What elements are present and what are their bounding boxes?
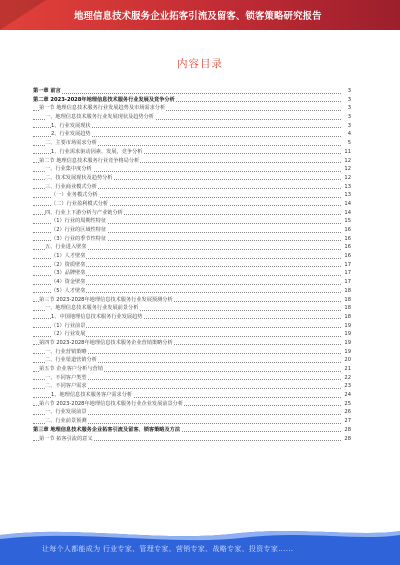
toc-page-number: 18 (341, 296, 351, 305)
toc-page-number: 19 (341, 348, 351, 357)
toc-page-number: 21 (341, 365, 351, 374)
toc-entry[interactable] (33, 183, 351, 192)
toc-page-number: 4 (341, 130, 351, 139)
toc-page-number: 18 (341, 304, 351, 313)
toc-page-number: 19 (341, 322, 351, 331)
toc-page-number: 13 (341, 183, 351, 192)
footer-slogan: 让每个人都能成为 行业专家、管理专家、营销专家、战略专家、投资专家...... (42, 545, 294, 553)
toc-page-number: 14 (341, 200, 351, 209)
toc-page-number: 16 (341, 226, 351, 235)
page-header (0, 0, 400, 30)
toc-page-number: 12 (341, 174, 351, 183)
toc-page-number: 3 (341, 122, 351, 131)
toc-page-number: 16 (341, 243, 351, 252)
toc-entry-label: （二）行业盈利模式分析 (51, 200, 109, 207)
toc-entry[interactable] (33, 356, 351, 365)
toc-page-number: 18 (341, 287, 351, 296)
toc-entry-label: 第二节 地理信息技术服务行业竞争格局分析 (39, 157, 140, 164)
toc-entry-label: （2）行业的区域性特征 (51, 227, 107, 233)
toc-entry-label: 第四节 2023-2028年地理信息技术服务企业营销策略分析 (39, 339, 173, 346)
toc-entry-label: 五、行业进入壁垒 (45, 244, 87, 251)
toc-page-number: 14 (341, 209, 351, 218)
toc-heading: 内容目录 (177, 58, 223, 70)
toc-entry[interactable] (33, 209, 351, 218)
toc-page-number: 19 (341, 330, 351, 339)
toc-entry-label: （1）行业的周期性特征 (51, 218, 107, 225)
toc-entry-label: 第二章 2023-2028年地理信息技术服务行业发展及竞争分析 (33, 96, 175, 103)
toc-entry-label: 二、行业前景预测 (45, 418, 87, 425)
toc-entry[interactable] (33, 391, 351, 400)
header-decoration (0, 0, 46, 30)
toc-entry[interactable] (33, 313, 351, 322)
toc-entry[interactable] (33, 96, 351, 105)
toc-entry[interactable] (33, 296, 351, 305)
toc-entry-label: 一、地理信息技术服务行业发展前景分析 (45, 305, 139, 312)
toc-entry[interactable] (33, 400, 351, 409)
report-title: 地理信息技术服务企业拓客引流及留客、锁客策略研究报告 (74, 11, 322, 22)
toc-entry-label: 第三章 地理信息技术服务企业拓客引流及留客、锁客策略及方法 (33, 426, 181, 433)
toc-entry[interactable] (33, 252, 351, 261)
toc-page-number: 22 (341, 374, 351, 383)
toc-entry[interactable] (33, 408, 351, 417)
toc-page-number: 3 (341, 104, 351, 113)
toc-leader-dots (33, 93, 341, 94)
toc-page-number: 19 (341, 339, 351, 348)
toc-page-number: 3 (341, 96, 351, 105)
toc-entry[interactable] (33, 87, 351, 96)
toc-entry[interactable] (33, 226, 351, 235)
toc-entry-label: （3）品牌壁垒 (51, 270, 86, 277)
toc-entry[interactable] (33, 339, 351, 348)
toc-entry-label: 一、行业发展前景 (45, 409, 87, 416)
toc-entry[interactable] (33, 261, 351, 270)
toc-entry-label: 二、技术发展现状及趋势分析 (45, 174, 113, 181)
toc-entry-label: （2）资质壁垒 (51, 261, 86, 268)
toc-entry-label: （3）行业的季节性特征 (51, 235, 107, 242)
toc-entry-label: 第一节 拓客引流的意义 (39, 435, 93, 442)
toc-entry-label: 一、行业营销策略 (45, 348, 87, 355)
toc-page-number: 16 (341, 235, 351, 244)
toc-entry[interactable] (33, 104, 351, 113)
toc-entry[interactable] (33, 200, 351, 209)
toc-entry-label: 2、行业发展趋势 (51, 131, 91, 138)
toc-page-number: 16 (341, 252, 351, 261)
toc-entry-label: 二、行业渠道营销分析 (45, 357, 97, 364)
toc-page-number: 17 (341, 269, 351, 278)
toc-entry-label: 第五节 企业客户分析与营销 (39, 366, 103, 372)
toc-entry[interactable] (33, 139, 351, 148)
toc-entry[interactable] (33, 330, 351, 339)
toc-entry[interactable] (33, 426, 351, 435)
toc-page-number: 23 (341, 382, 351, 391)
toc-page-number: 20 (341, 356, 351, 365)
toc-entry-label: 二、主要市场需求分析 (45, 140, 97, 147)
toc-entry-label: 第一节 地理信息技术服务行业发展趋势及市场需求分析 (39, 105, 166, 112)
toc-entry-label: 二、不同客户需求 (45, 383, 87, 390)
toc-entry-label: 1、中国地理信息技术服务行业发展趋势 (51, 313, 143, 320)
toc-entry-label: 1、行业发展现状 (51, 122, 91, 129)
toc-entry-label: （5）人才壁垒 (51, 287, 86, 294)
toc-entry[interactable] (33, 191, 351, 200)
toc-entry-label: （4）资金壁垒 (51, 279, 86, 286)
toc-page-number: 15 (341, 217, 351, 226)
toc-entry[interactable] (33, 374, 351, 383)
toc-entry[interactable] (33, 122, 351, 131)
toc-page-number: 27 (341, 417, 351, 426)
toc-entry[interactable] (33, 322, 351, 331)
toc-page-number: 17 (341, 261, 351, 270)
toc-entry[interactable] (33, 365, 351, 374)
toc-entry-label: （一）业务模式分析 (51, 192, 98, 199)
toc-page-number: 12 (341, 165, 351, 174)
toc-page-number: 11 (341, 148, 351, 157)
toc-entry[interactable] (33, 148, 351, 157)
toc-entry-label: （2）行业发展 (51, 331, 86, 338)
toc-page-number: 26 (341, 408, 351, 417)
toc-page-number: 3 (341, 87, 351, 96)
toc-page-number: 25 (341, 400, 351, 409)
toc-page-number: 3 (341, 113, 351, 122)
toc-entry-label: （1）行业前景 (51, 322, 86, 329)
toc-page-number: 17 (341, 278, 351, 287)
toc-entry-label: 四、行业上下游分析与产业链分析 (45, 209, 123, 216)
toc-entry-label: 第一章 前言 (33, 88, 61, 94)
toc-entry[interactable] (33, 174, 351, 183)
toc-entry-label: 第三节 2023-2028年地理信息技术服务行业发展预测分析 (39, 296, 173, 303)
toc-entry-label: 一、地理信息技术服务行业发展现状及趋势分析 (45, 114, 154, 121)
toc-page-number: 18 (341, 313, 351, 322)
toc-entry-label: 1、行业需求驱动因素、发展、竞争分析 (51, 148, 143, 155)
table-of-contents (33, 87, 351, 443)
toc-entry-label: （1）人才壁垒 (51, 253, 86, 260)
toc-entry-label: 1、地理信息技术服务客户需求分析 (51, 392, 133, 399)
toc-page-number: 28 (341, 435, 351, 444)
toc-entry[interactable] (33, 165, 351, 174)
toc-entry[interactable] (33, 113, 351, 122)
toc-entry[interactable] (33, 287, 351, 296)
toc-entry[interactable] (33, 157, 351, 166)
toc-page-number: 12 (341, 157, 351, 166)
toc-page-number: 5 (341, 139, 351, 148)
toc-entry[interactable] (33, 269, 351, 278)
toc-entry[interactable] (33, 435, 351, 444)
toc-entry[interactable] (33, 235, 351, 244)
toc-page-number: 13 (341, 191, 351, 200)
toc-page-number: 24 (341, 391, 351, 400)
toc-page-number: 28 (341, 426, 351, 435)
toc-entry-label: 一、不同客户类型 (45, 374, 87, 381)
toc-entry-label: 一、行业集中度分析 (45, 166, 92, 173)
toc-entry[interactable] (33, 348, 351, 357)
toc-entry[interactable] (33, 217, 351, 226)
toc-entry[interactable] (33, 130, 351, 139)
toc-entry[interactable] (33, 382, 351, 391)
toc-entry[interactable] (33, 278, 351, 287)
toc-entry[interactable] (33, 304, 351, 313)
toc-entry-label: 第六节 2023-2028年地理信息技术服务行业企业发展前景分析 (39, 400, 184, 407)
toc-entry[interactable] (33, 417, 351, 426)
toc-entry-label: 三、行业商业模式分析 (45, 183, 97, 190)
toc-entry[interactable] (33, 243, 351, 252)
